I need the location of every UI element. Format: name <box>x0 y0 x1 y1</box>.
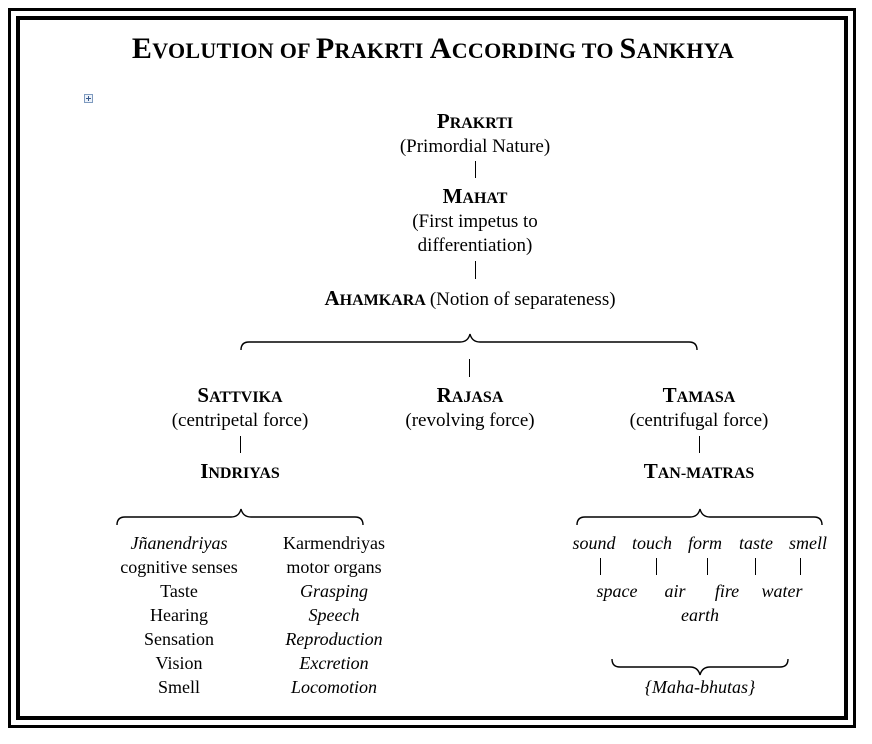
node-ahamkara: AHAMKARA (Notion of separateness) <box>324 286 616 310</box>
node-mahat: MAHAT <box>442 184 508 208</box>
tanmatra-item: taste <box>739 533 773 553</box>
connector-tamasa-tanmatras <box>699 436 700 453</box>
brace-ahamkara <box>241 334 697 350</box>
node-prakrti: PRAKRTI <box>436 109 514 133</box>
karmendriyas-subheading: motor organs <box>286 557 382 577</box>
diagram-title: EVOLUTION OF PRAKRTI ACCORDING TO SANKHYA <box>131 32 735 65</box>
karmendriya-item: Locomotion <box>290 677 378 697</box>
karmendriya-item: Excretion <box>299 653 369 673</box>
connector-sattvika-indriyas <box>240 436 241 453</box>
mahabhutas-label: {Maha-bhutas} <box>644 677 756 697</box>
node-indriyas: INDRIYAS <box>200 459 280 483</box>
node-rajasa: RAJASA <box>436 383 504 407</box>
tanmatra-item: form <box>687 533 723 553</box>
sattvika-description: (centripetal force) <box>171 410 309 431</box>
rajasa-description: (revolving force) <box>405 410 535 431</box>
tamasa-description: (centrifugal force) <box>629 410 769 431</box>
node-tamasa: TAMASA <box>662 383 736 407</box>
karmendriya-item: Reproduction <box>285 629 383 649</box>
element-item: air <box>664 581 686 601</box>
element-item: water <box>761 581 803 601</box>
tanmatra-item: sound <box>572 533 616 553</box>
element-item: space <box>596 581 638 601</box>
connector-touch-air <box>656 558 657 575</box>
node-sattvika: SATTVIKA <box>197 383 283 407</box>
karmendriya-item: Grasping <box>299 581 369 601</box>
connector-rajasa <box>469 359 470 377</box>
jnanendriyas-subheading: cognitive senses <box>120 557 238 577</box>
node-tan-matras: TAN-MATRAS <box>643 459 755 483</box>
jnanendriya-item: Taste <box>160 581 198 601</box>
jnanendriya-item: Smell <box>157 677 201 697</box>
mahat-description-line2: differentiation) <box>417 235 533 256</box>
brace-tanmatras <box>577 509 822 525</box>
tanmatra-item: smell <box>789 533 827 553</box>
karmendriyas-heading: Karmendriyas <box>283 533 385 553</box>
element-item: earth <box>681 605 719 625</box>
jnanendriya-item: Hearing <box>150 605 208 625</box>
prakrti-description: (Primordial Nature) <box>399 136 551 157</box>
tanmatra-item: touch <box>632 533 672 553</box>
brace-mahabhutas <box>612 659 788 675</box>
connector-taste-water <box>755 558 756 575</box>
jnanendriya-item: Vision <box>155 653 203 673</box>
connector-sound-space <box>600 558 601 575</box>
connector-form-fire <box>707 558 708 575</box>
jnanendriyas-heading: Jñanendriyas <box>130 533 228 553</box>
brace-indriyas <box>117 509 363 525</box>
mahat-description-line1: (First impetus to <box>412 211 538 232</box>
connector-smell-earth <box>800 558 801 575</box>
jnanendriya-item: Sensation <box>144 629 214 649</box>
element-item: fire <box>714 581 740 601</box>
karmendriya-item: Speech <box>308 605 360 625</box>
